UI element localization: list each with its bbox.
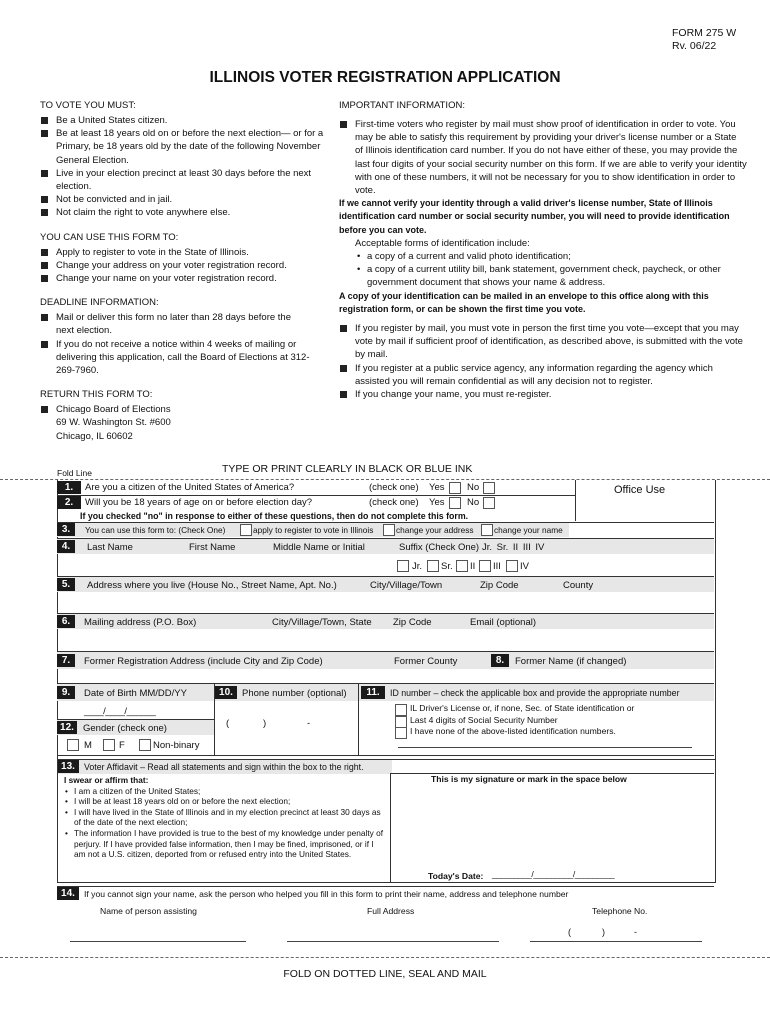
office-use-label: Office Use [614,484,666,496]
phone-paren-close: ) [602,927,605,937]
suffix-iii-label: III [493,561,501,572]
affidavit-item: • I am a citizen of the United States; [65,785,201,796]
q2-yes-checkbox[interactable] [449,497,461,509]
q3-register-checkbox[interactable] [240,524,252,536]
left-instructions [40,99,330,443]
divider [57,759,714,760]
q7-label: Former Registration Address (include City and Zip Code) [84,656,323,667]
list-item: Not claim the right to vote anywhere else. [40,206,330,219]
q9-header [57,684,714,701]
fold-line-bottom [0,957,770,958]
page-title: ILLINOIS VOTER REGISTRATION APPLICATION [209,69,561,86]
affidavit-item: • The information I have provided is true to the best of my knowledge under penalty of perjury. If I have provided false information, then I may be fined, imprisoned, or if I am not a U.S. citizen, deported from or refused entry into the United States. [65,827,384,860]
return-line: Chicago, IL 60602 [56,430,133,442]
q7-number: 7. [57,654,75,667]
q4-middle-label: Middle Name or Initial [273,542,365,553]
assistant-phone-label: Telephone No. [592,906,648,916]
assistant-address-label: Full Address [367,906,415,916]
phone-paren-open: ( [226,718,230,729]
list-item: If you register by mail, you must vote in person the first time you vote—except that you may vote by mail if sufficient proof of identification, as described above, is submitted with the vote by mail. [339,322,747,362]
swear-heading: I swear or affirm that: [64,775,149,785]
assistant-name-label: Name of person assisting [100,906,197,916]
q3-text: You can use this form to: (Check One) [85,525,226,535]
q3-number: 3. [57,523,75,536]
no-warning: If you checked "no" in response to either of these questions, then do not complete this form. [80,511,469,521]
q14-label: If you cannot sign your name, ask the person who helped you fill in this form to print their name, address and telephone number [84,889,569,899]
q11-label: ID number – check the applicable box and provide the appropriate number [390,688,680,698]
q6-header [57,614,714,629]
list-item: If you register at a public service agency, any information regarding the agency which assisted you will remain confidential as will any decision not to register. [339,362,747,388]
office-use-box [575,480,715,521]
q8-number: 8. [491,654,509,667]
important-list-2 [339,322,747,401]
gender-f-checkbox[interactable] [103,739,115,751]
q1-no-checkbox[interactable] [483,482,495,494]
q6-mailing-label: Mailing address (P.O. Box) [84,617,197,628]
q1-number: 1. [57,481,81,494]
must-list [40,114,330,220]
former-input[interactable] [57,669,714,683]
list-item: Apply to register to vote in the State of Illinois. [40,246,330,259]
q12-label: Gender (check one) [83,723,167,734]
gender-nb-label: Non-binary [153,740,200,751]
q4-number: 4. [57,540,75,553]
q2-check-label: (check one) [369,497,419,508]
dob-input[interactable]: ____/____/______ [84,706,156,717]
q6-city-label: City/Village/Town, State [272,617,372,628]
must-heading: TO VOTE YOU MUST: [40,100,136,111]
list-item: Not be convicted and in jail. [40,193,330,206]
gender-m-checkbox[interactable] [67,739,79,751]
suffix-ii-checkbox[interactable] [456,560,468,572]
q3-register-label: apply to register to vote in Illinois [253,525,374,535]
assistant-name-input[interactable] [70,941,246,942]
deadline-heading: DEADLINE INFORMATION: [40,297,159,309]
list-item: If you do not receive a notice within 4 weeks of mailing or delivering this application, call the Board of Elections at 312-269-7960. [40,338,310,378]
q4-first-label: First Name [189,542,236,553]
phone-dash: - [307,718,311,729]
id-option-none: I have none of the above-listed identification numbers. [395,726,634,738]
affidavit-text [64,775,384,860]
gender-m-label: M [84,740,92,751]
q12-number: 12. [57,721,77,734]
q1-text: Are you a citizen of the United States of America? [85,482,295,493]
q5-city-label: City/Village/Town [370,580,443,591]
assistant-phone-input[interactable] [568,927,637,937]
form-id: FORM 275 W [672,27,737,39]
phone-dash: - [634,927,637,937]
q9-label: Date of Birth MM/DD/YY [84,688,187,699]
important-list [339,118,747,197]
list-item: First-time voters who register by mail must show proof of identification in order to vote. You may be able to satisfy this requirement by providing your driver's license number or a State of Illinois identification card number. If you do not have either of these, you may provide the last four digits of your social security number on this form. If we are able to verify your identity with one of these numbers, it will not be necessary for you to show identification in order to vote. [339,118,747,197]
important-info [339,99,747,401]
affidavit-item: • I will be at least 18 years old on or before the next election; [65,796,291,807]
list-item: Be at least 18 years old on or before the next election— or for a Primary, be 18 years old by the date of the following November General Election. [40,127,330,167]
q3-name-label: change your name [494,525,563,535]
q1-no-label: No [467,482,480,493]
q2-no-checkbox[interactable] [483,497,495,509]
q7-county-label: Former County [394,656,458,667]
q1-yes-checkbox[interactable] [449,482,461,494]
q2-no-label: No [467,497,480,508]
return-line: Chicago Board of Elections [40,403,330,416]
mailing-input[interactable] [57,630,714,651]
return-address [40,403,330,443]
q13-label: Voter Affidavit – Read all statements and sign within the box to the right. [84,762,364,772]
q12-header [57,720,214,735]
signature-label: This is my signature or mark in the space below [431,774,627,784]
form-revision: Rv. 06/22 [672,40,717,52]
id-option-ssn: Last 4 digits of Social Security Number [395,715,634,727]
q13-number: 13. [57,760,79,773]
use-heading: YOU CAN USE THIS FORM TO: [40,231,179,243]
q6-email-label: Email (optional) [470,617,536,628]
q14-header [57,886,714,901]
type-print-heading: TYPE OR PRINT CLEARLY IN BLACK OR BLUE INK [222,463,473,475]
phone-underline [530,941,702,942]
q9-number: 9. [57,686,75,699]
q2-yes-label: Yes [429,497,445,508]
q5-address-label: Address where you live (House No., Street Name, Apt. No.) [87,580,337,591]
q7-header [57,652,714,669]
phone-paren-open: ( [568,927,571,937]
suffix-ii-label: II [470,561,476,572]
important-heading: IMPORTANT INFORMATION: [339,100,465,111]
q8-label: Former Name (if changed) [515,656,627,667]
list-item: Mail or deliver this form no later than 28 days before the next election. [40,311,310,337]
list-item: Live in your election precinct at least 30 days before the next election. [40,167,330,193]
id-options [395,703,634,738]
form-id-block [672,27,736,53]
suffix-jr-checkbox[interactable] [397,560,409,572]
fold-line-label: Fold Line [57,468,92,478]
id-number-input[interactable] [398,747,692,748]
list-item: Be a United States citizen. [40,114,330,127]
q5-zip-label: Zip Code [480,580,519,591]
acceptable-heading: Acceptable forms of identification include: [355,237,530,249]
q3-row [57,523,569,537]
suffix-sr-label: Sr. [441,561,453,572]
suffix-iii-checkbox[interactable] [479,560,491,572]
q4-last-label: Last Name [87,542,133,553]
q4-input-row [57,555,714,577]
q5-header [57,577,714,592]
today-label: Today's Date: [428,871,484,881]
address-input[interactable] [57,593,714,614]
footer-instruction: FOLD ON DOTTED LINE, SEAL AND MAIL [283,968,487,980]
return-line: 69 W. Washington St. #600 [56,417,171,429]
divider [358,684,359,755]
list-item: If you change your name, you must re-register. [339,388,747,401]
divider [57,755,714,756]
q4-header [57,539,714,554]
verify-warning: If we cannot verify your identity through a valid driver's license number, State of Illinois identification card number or social security number, you will need to provide identification before you can vote. [339,198,730,235]
suffix-sr-checkbox[interactable] [427,560,439,572]
name-input[interactable] [57,555,387,577]
q3-name-checkbox[interactable] [481,524,493,536]
q6-number: 6. [57,615,75,628]
q2-row [57,496,575,510]
today-date-input[interactable]: _________/_________/_________ [492,869,615,879]
q1-yes-label: Yes [429,482,445,493]
use-list [40,246,330,286]
suffix-iv-label: IV [520,561,529,572]
id-none-checkbox[interactable] [395,727,407,739]
divider [214,684,215,755]
return-heading: RETURN THIS FORM TO: [40,389,153,401]
q11-number: 11. [361,686,385,699]
signature-box[interactable] [390,773,715,882]
q2-text: Will you be 18 years of age on or before election day? [85,497,313,508]
q3-address-label: change your address [396,525,474,535]
id-item: • a copy of a current utility bill, bank statement, government check, paycheck, or other government document that shows your name & address. [357,264,721,289]
list-item: Change your address on your voter registration record. [40,259,330,272]
q10-number: 10. [215,686,237,699]
q4-suffix-list: Jr. Sr. II III IV [482,542,545,553]
suffix-iv-checkbox[interactable] [506,560,518,572]
q6-zip-label: Zip Code [393,617,432,628]
assistant-address-input[interactable] [287,941,499,942]
q2-number: 2. [57,496,81,509]
q5-number: 5. [57,578,75,591]
mail-id-note: A copy of your identification can be mailed in an envelope to this office along with this registration form, or can be shown the first time you vote. [339,290,709,314]
deadline-list [40,311,310,377]
q3-address-checkbox[interactable] [383,524,395,536]
phone-paren-close: ) [263,718,267,729]
gender-f-label: F [119,740,125,751]
q4-suffix-label: Suffix (Check One) [399,542,480,553]
q1-row [57,481,575,495]
q14-number: 14. [57,887,79,900]
q5-county-label: County [563,580,594,591]
affidavit-item: • I will have lived in the State of Illinois and in my election precinct at least 30 days as of the date of the next election; [65,806,381,828]
divider [57,886,714,887]
suffix-jr-label: Jr. [412,561,423,572]
list-item: Change your name on your voter registration record. [40,272,330,285]
id-option-license: IL Driver's License or, if none, Sec. of State identification or [395,703,634,715]
id-item: • a copy of a current and valid photo identification; [357,251,571,263]
q1-check-label: (check one) [369,482,419,493]
gender-nb-checkbox[interactable] [139,739,151,751]
q10-label: Phone number (optional) [242,688,347,699]
